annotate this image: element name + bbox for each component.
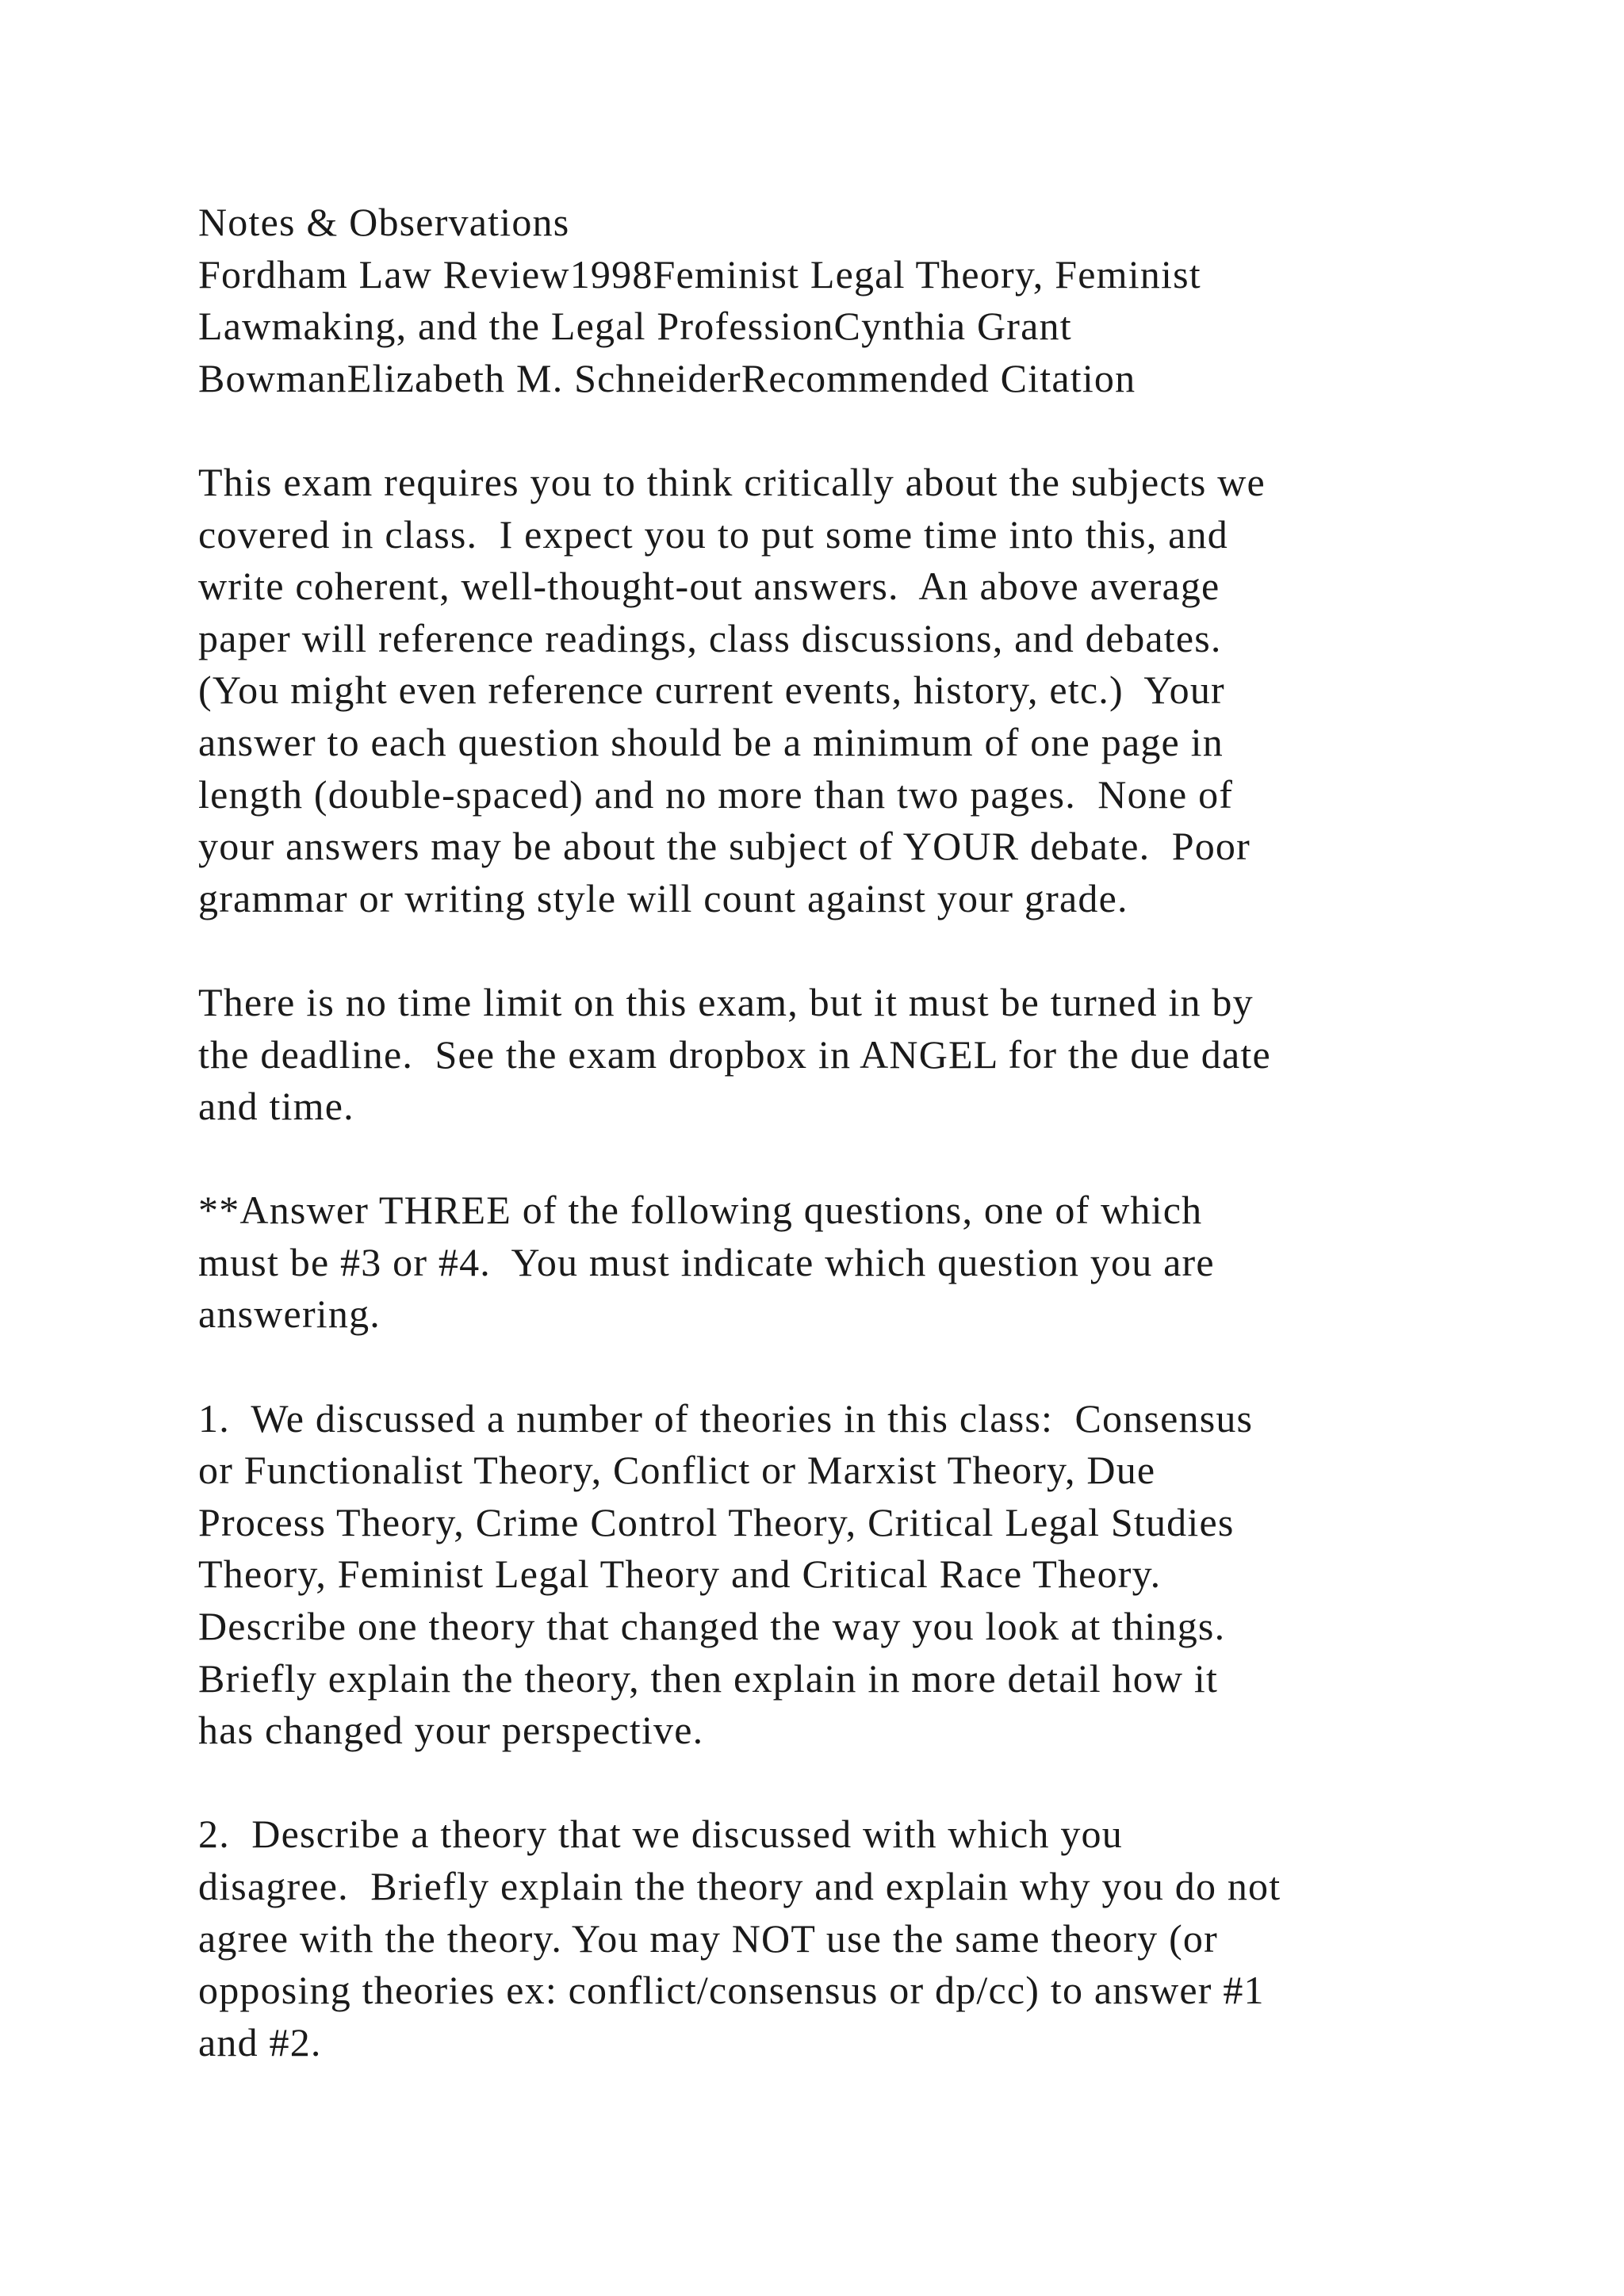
question-1-line: Process Theory, Crime Control Theory, Critical Legal Studies [198,1499,1235,1544]
intro-line: length (double-spaced) and no more than two pages. None of [198,771,1234,817]
instructions-line: answering. [198,1292,381,1337]
intro-line: (You might even reference current events, history, etc.) Your [198,668,1225,713]
time-limit-line: and time. [198,1084,354,1129]
question-2 [198,1808,1451,2068]
question-1-line: Describe one theory that changed the way you look at things. [198,1604,1226,1649]
question-1-line: or Functionalist Theory, Conflict or Marxist Theory, Due [198,1448,1156,1493]
header-line: Notes & Observations [198,200,570,244]
intro-line: write coherent, well-thought-out answers. An above average [198,564,1220,609]
question-2-line: agree with the theory. You may NOT use the same theory (or [198,1915,1218,1961]
question-2-line: and #2. [198,2019,322,2064]
question-1-line: Theory, Feminist Legal Theory and Critical Race Theory. [198,1552,1162,1597]
time-limit-line: There is no time limit on this exam, but it must be turned in by [198,979,1254,1024]
question-2-line: disagree. Briefly explain the theory and explain why you do not [198,1864,1281,1908]
question-1-line: 1. We discussed a number of theories in this class: Consensus [198,1395,1254,1441]
question-1-line: has changed your perspective. [198,1708,704,1753]
question-2-line: opposing theories ex: conflict/consensus or dp/cc) to answer #1 [198,1968,1265,2013]
time-limit-line: the deadline. See the exam dropbox in ANGEL for the due date [198,1031,1271,1077]
intro-line: covered in class. I expect you to put some time into this, and [198,511,1228,557]
document-header [198,197,1451,404]
question-2-line: 2. Describe a theory that we discussed with which you [198,1812,1123,1857]
time-limit-paragraph [198,977,1451,1133]
intro-line: your answers may be about the subject of YOUR debate. Poor [198,824,1251,869]
instructions-line: **Answer THREE of the following questions, one of which [198,1188,1203,1233]
intro-line: This exam requires you to think critically about the subjects we [198,459,1266,504]
intro-line: answer to each question should be a minimum of one page in [198,719,1224,764]
intro-line: grammar or writing style will count against your grade. [198,875,1128,920]
header-line: Fordham Law Review1998Feminist Legal Theory, Feminist [198,251,1201,297]
header-line: Lawmaking, and the Legal ProfessionCynthia Grant [198,304,1072,349]
document-page [198,197,1451,2068]
question-1 [198,1393,1451,1757]
intro-paragraph [198,457,1451,924]
header-line: BowmanElizabeth M. SchneiderRecommended Citation [198,355,1136,400]
intro-line: paper will reference readings, class discussions, and debates. [198,615,1222,660]
question-1-line: Briefly explain the theory, then explain in more detail how it [198,1655,1219,1701]
instructions-paragraph [198,1184,1451,1341]
instructions-line: must be #3 or #4. You must indicate which question you are [198,1239,1215,1284]
